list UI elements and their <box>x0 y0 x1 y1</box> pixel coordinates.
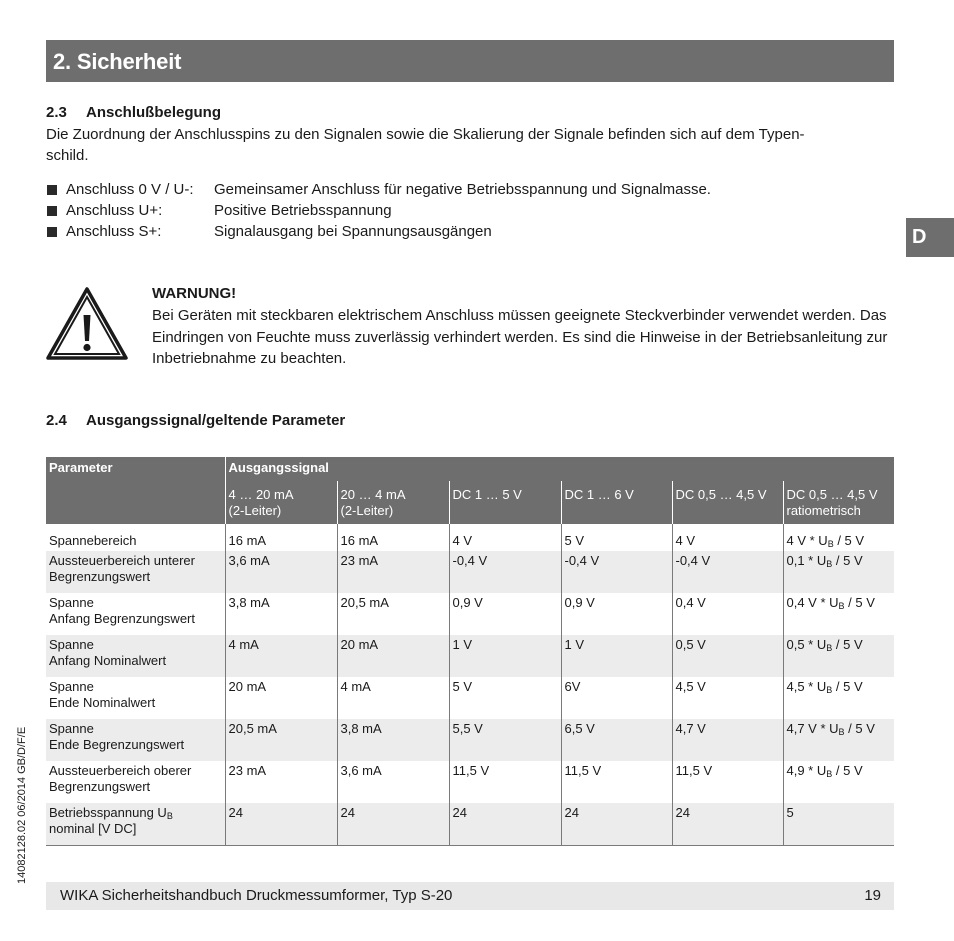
column-header <box>449 481 561 524</box>
subscript: B <box>826 769 833 779</box>
table-column-header-row <box>46 481 894 524</box>
table-row <box>46 677 894 719</box>
value-cell-ratiometric <box>783 551 894 593</box>
column-header-line: DC 1 … 5 V <box>452 487 522 502</box>
bullet-square-icon <box>47 227 57 237</box>
value-text: / 5 V <box>844 721 875 736</box>
parameter-line <box>49 533 222 549</box>
parameter-text: Betriebsspannung U <box>49 805 167 820</box>
value-cell: -0,4 V <box>672 551 783 593</box>
column-header <box>561 481 672 524</box>
value-cell: 24 <box>672 803 783 846</box>
value-cell: 16 mA <box>225 531 337 551</box>
value-text: 4 V * U <box>786 533 828 548</box>
value-cell: 4 mA <box>225 635 337 677</box>
value-text: / 5 V <box>832 763 863 778</box>
value-text: 0,4 V * U <box>786 595 839 610</box>
value-cell: 4 V <box>672 531 783 551</box>
value-cell-ratiometric <box>783 761 894 803</box>
header-output-signal: Ausgangssignal <box>225 457 894 481</box>
warning-title: WARNUNG! <box>152 285 237 302</box>
table-row <box>46 719 894 761</box>
value-text: 4,5 * U <box>786 679 827 694</box>
column-header <box>672 481 783 524</box>
footer-text: WIKA Sicherheitshandbuch Druckmessumformer, Typ S-20 <box>60 887 453 904</box>
value-cell: 20 mA <box>225 677 337 719</box>
column-header-line: DC 0,5 … 4,5 V <box>786 487 878 502</box>
warning-text: Bei Geräten mit steckbaren elektrischem Anschluss müssen geeignete Steckverbinder verwendet werden. Das Eindringen von Feuchte muss zuverlässig verhindert werden. Es sind die Hinweise in der Betriebsanleitung zur Inbetriebnahme zu beachten. <box>152 307 888 367</box>
column-header-line: (2-Leiter) <box>228 503 282 518</box>
value-cell: 3,8 mA <box>225 593 337 635</box>
column-header-line: ratiometrisch <box>786 503 861 518</box>
subscript: B <box>826 685 833 695</box>
bullet-label: Anschluss 0 V / U-: <box>66 181 194 198</box>
parameter-line: Anfang Nominalwert <box>49 653 167 668</box>
parameter-cell <box>46 761 225 803</box>
parameter-text: Spannebereich <box>49 533 137 548</box>
table-row <box>46 803 894 846</box>
value-cell: 3,8 mA <box>337 719 449 761</box>
value-cell: 16 mA <box>337 531 449 551</box>
subscript: B <box>166 811 173 821</box>
value-cell-ratiometric <box>783 803 894 846</box>
value-text: / 5 V <box>832 553 863 568</box>
column-header-line: DC 1 … 6 V <box>564 487 634 502</box>
bullet-square-icon <box>47 185 57 195</box>
value-cell: 0,9 V <box>561 593 672 635</box>
parameter-cell <box>46 719 225 761</box>
parameter-line: Ende Begrenzungswert <box>49 737 185 752</box>
value-cell: 4 V <box>449 531 561 551</box>
language-tab-letter: D <box>912 226 927 248</box>
parameter-text: Aussteuerbereich oberer <box>49 763 192 778</box>
parameter-line <box>49 637 222 653</box>
bullet-description: Gemeinsamer Anschluss für negative Betriebsspannung und Signalmasse. <box>214 181 711 198</box>
parameter-line <box>49 679 222 695</box>
parameter-text: Spanne <box>49 595 94 610</box>
value-cell: 0,9 V <box>449 593 561 635</box>
parameter-text: Aussteuerbereich unterer <box>49 553 195 568</box>
parameter-line: Anfang Begrenzungswert <box>49 611 195 626</box>
value-cell: 4,7 V <box>672 719 783 761</box>
bullet-description: Positive Betriebsspannung <box>214 202 392 219</box>
document-code: 14082128.02 06/2014 GB/D/F/E <box>16 726 28 884</box>
bullet-label: Anschluss S+: <box>66 223 162 240</box>
parameter-line: Begrenzungswert <box>49 779 151 794</box>
value-cell: 23 mA <box>225 761 337 803</box>
section-2-3-heading <box>46 104 221 121</box>
table-row <box>46 593 894 635</box>
value-cell: 20,5 mA <box>337 593 449 635</box>
table-header-row <box>46 457 894 481</box>
value-text: / 5 V <box>833 533 865 548</box>
column-header-line: DC 0,5 … 4,5 V <box>675 487 767 502</box>
section-heading-text: Ausgangssignal/geltende Parameter <box>86 412 346 429</box>
section-2-3-paragraph <box>46 124 805 166</box>
column-header-line: (2-Leiter) <box>340 503 394 518</box>
value-cell: 24 <box>449 803 561 846</box>
value-cell: 0,4 V <box>672 593 783 635</box>
value-cell: 0,5 V <box>672 635 783 677</box>
value-cell: 5,5 V <box>449 719 561 761</box>
footer-bar <box>46 882 894 910</box>
bullet-square-icon <box>47 206 57 216</box>
parameter-line: Begrenzungswert <box>49 569 151 584</box>
warning-triangle-icon <box>46 287 128 361</box>
value-cell: 1 V <box>449 635 561 677</box>
parameter-cell <box>46 551 225 593</box>
value-cell: 20,5 mA <box>225 719 337 761</box>
section-header-bar <box>46 40 894 82</box>
value-text: 4,9 * U <box>786 763 827 778</box>
value-cell: 23 mA <box>337 551 449 593</box>
parameter-cell <box>46 803 225 846</box>
value-cell: 20 mA <box>337 635 449 677</box>
parameter-line: Ende Nominalwert <box>49 695 156 710</box>
paragraph-line: Die Zuordnung der Anschlusspins zu den Signalen sowie die Skalierung der Signale befinden sich auf dem Typen- <box>46 126 805 143</box>
value-cell-ratiometric <box>783 635 894 677</box>
subscript: B <box>838 601 845 611</box>
value-cell: 24 <box>561 803 672 846</box>
column-header-line: 4 … 20 mA <box>228 487 294 502</box>
value-text: 0,1 * U <box>786 553 827 568</box>
value-cell-ratiometric <box>783 677 894 719</box>
column-header <box>225 481 337 524</box>
paragraph-line: schild. <box>46 147 89 164</box>
parameter-line <box>49 763 222 779</box>
section-number: 2.3 <box>46 104 67 121</box>
parameter-cell <box>46 677 225 719</box>
value-cell: 24 <box>337 803 449 846</box>
value-cell: 5 V <box>449 677 561 719</box>
value-text: 5 <box>786 805 794 820</box>
subscript: B <box>826 559 833 569</box>
subscript: B <box>838 727 845 737</box>
value-cell: 6,5 V <box>561 719 672 761</box>
bullet-description: Signalausgang bei Spannungsausgängen <box>214 223 492 240</box>
column-header <box>783 481 894 524</box>
value-cell: 4,5 V <box>672 677 783 719</box>
value-cell: 6V <box>561 677 672 719</box>
parameter-cell <box>46 635 225 677</box>
value-cell: -0,4 V <box>449 551 561 593</box>
table-row <box>46 635 894 677</box>
parameter-cell <box>46 531 225 551</box>
parameter-table <box>46 457 894 846</box>
value-cell-ratiometric <box>783 593 894 635</box>
table-row <box>46 761 894 803</box>
value-cell: 11,5 V <box>561 761 672 803</box>
value-text: 0,5 * U <box>786 637 827 652</box>
value-cell: 11,5 V <box>449 761 561 803</box>
parameter-text: Spanne <box>49 721 94 736</box>
parameter-line <box>49 721 222 737</box>
value-cell-ratiometric <box>783 719 894 761</box>
parameter-line <box>49 553 222 569</box>
parameter-cell <box>46 593 225 635</box>
header-parameter: Parameter <box>46 457 225 481</box>
value-cell: 3,6 mA <box>337 761 449 803</box>
parameter-line: nominal [V DC] <box>49 821 137 836</box>
value-cell: 4 mA <box>337 677 449 719</box>
value-text: / 5 V <box>844 595 875 610</box>
value-cell: 3,6 mA <box>225 551 337 593</box>
value-text: 4,7 V * U <box>786 721 839 736</box>
section-title: 2. Sicherheit <box>53 49 182 74</box>
parameter-text: Spanne <box>49 679 94 694</box>
section-2-4-heading <box>46 412 345 429</box>
subscript: B <box>826 643 833 653</box>
column-header-line: 20 … 4 mA <box>340 487 406 502</box>
value-cell: -0,4 V <box>561 551 672 593</box>
value-text: / 5 V <box>832 637 863 652</box>
table-row <box>46 551 894 593</box>
header-empty-cell <box>46 481 225 524</box>
parameter-line <box>49 805 222 821</box>
parameter-text: Spanne <box>49 637 94 652</box>
value-cell: 5 V <box>561 531 672 551</box>
language-tab <box>906 218 954 257</box>
value-cell-ratiometric <box>783 531 894 551</box>
table-spacer-row <box>46 524 894 531</box>
bullet-label: Anschluss U+: <box>66 202 163 219</box>
table-row <box>46 531 894 551</box>
page-number: 19 <box>864 887 881 904</box>
subscript: B <box>827 539 834 549</box>
value-cell: 11,5 V <box>672 761 783 803</box>
parameter-line <box>49 595 222 611</box>
section-number: 2.4 <box>46 412 67 429</box>
value-cell: 24 <box>225 803 337 846</box>
column-header <box>337 481 449 524</box>
section-heading-text: Anschlußbelegung <box>86 104 221 121</box>
value-cell: 1 V <box>561 635 672 677</box>
value-text: / 5 V <box>832 679 863 694</box>
